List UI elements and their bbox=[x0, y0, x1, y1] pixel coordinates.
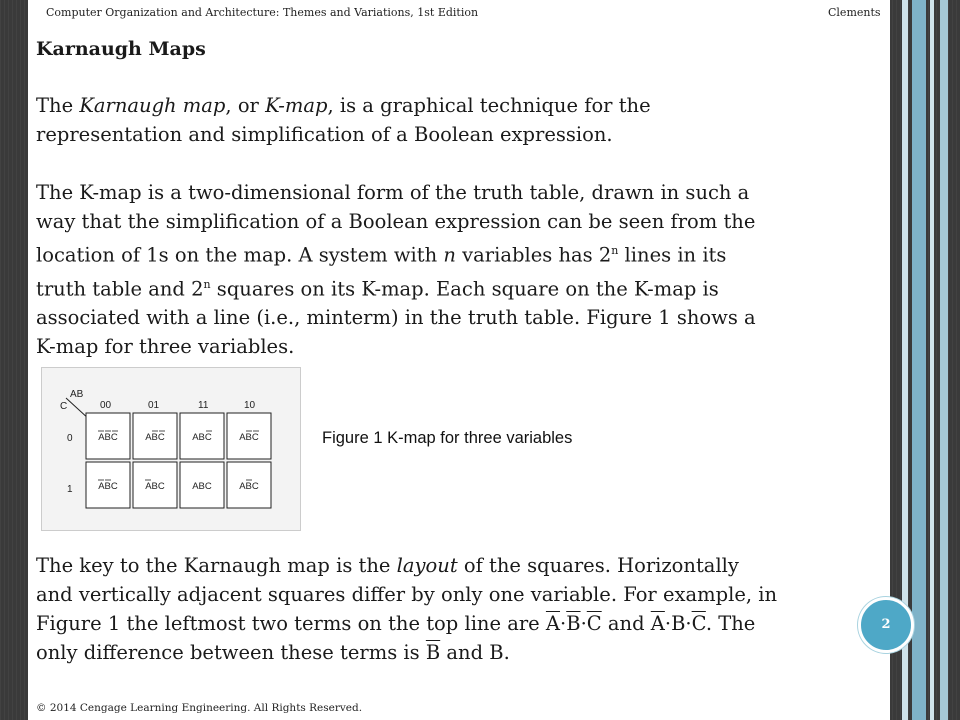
kmap-cell-term: ABC bbox=[145, 432, 165, 443]
kmap-cell-term: ABC bbox=[145, 481, 165, 492]
text-line: representation and simplification of a Boolean expression. bbox=[36, 123, 613, 146]
intro-paragraph bbox=[36, 91, 878, 149]
text-line: way that the simplification of a Boolean expression can be seen from the bbox=[36, 210, 756, 233]
text-line: The K-map is a two-dimensional form of the truth table, drawn in such a bbox=[36, 181, 750, 204]
kmap-cell-term: ABC bbox=[192, 481, 212, 492]
kmap-col-header: 10 bbox=[244, 400, 256, 411]
text-line: and vertically adjacent squares differ by only one variable. For example, in bbox=[36, 583, 778, 606]
kmap-cell-term: ABC bbox=[239, 432, 259, 443]
kmap-cell-term: ABC bbox=[239, 481, 259, 492]
header-book-title: Computer Organization and Architecture: Themes and Variations, 1st Edition bbox=[46, 6, 479, 19]
kmap-col-header: 00 bbox=[100, 400, 112, 411]
text-line: location of 1s on the map. A system with n variables has 2$^n$ lines in its bbox=[36, 243, 727, 267]
kmap-corner-ab: AB bbox=[70, 389, 84, 400]
copyright-footer: © 2014 Cengage Learning Engineering. All Rights Reserved. bbox=[36, 702, 363, 714]
text-line: truth table and 2$^n$ squares on its K-map. Each square on the K-map is bbox=[36, 277, 719, 300]
text-line: associated with a line (i.e., minterm) in the truth table. Figure 1 shows a bbox=[36, 306, 756, 329]
kmap-row-header: 0 bbox=[67, 433, 73, 444]
text-line: only difference between these terms is $\overline{B}$ and B. bbox=[36, 641, 510, 664]
kmap-description-paragraph bbox=[36, 178, 878, 361]
text-line: The key to the Karnaugh map is the layout of the squares. Horizontally bbox=[36, 554, 739, 577]
kmap-diagram bbox=[42, 368, 302, 532]
kmap-cell-term: ABC bbox=[98, 481, 118, 492]
layout-paragraph bbox=[36, 551, 878, 667]
figure-caption: Figure 1 K-map for three variables bbox=[322, 429, 573, 447]
kmap-col-header: 11 bbox=[198, 400, 209, 411]
text-line: K-map for three variables. bbox=[36, 335, 295, 358]
kmap-cell-term: ABC bbox=[192, 432, 212, 443]
text-line: Figure 1 the leftmost two terms on the top line are $\overline{A}\cdot\overline{B}\cdot\overline{C}$ and $\overline{A}\cdot B\cdot\overline{C}$. The bbox=[36, 612, 756, 635]
kmap-cell-term: ABC bbox=[98, 432, 118, 443]
page-number-badge: 2 bbox=[858, 597, 914, 653]
header-author: Clements bbox=[828, 6, 881, 19]
slide-title: Karnaugh Maps bbox=[36, 38, 206, 60]
kmap-col-header: 01 bbox=[148, 400, 160, 411]
kmap-row-header: 1 bbox=[67, 484, 73, 495]
kmap-corner-c: C bbox=[60, 401, 68, 412]
text-line: The Karnaugh map, or K-map, is a graphical technique for the bbox=[36, 94, 651, 117]
kmap-figure bbox=[41, 367, 301, 531]
